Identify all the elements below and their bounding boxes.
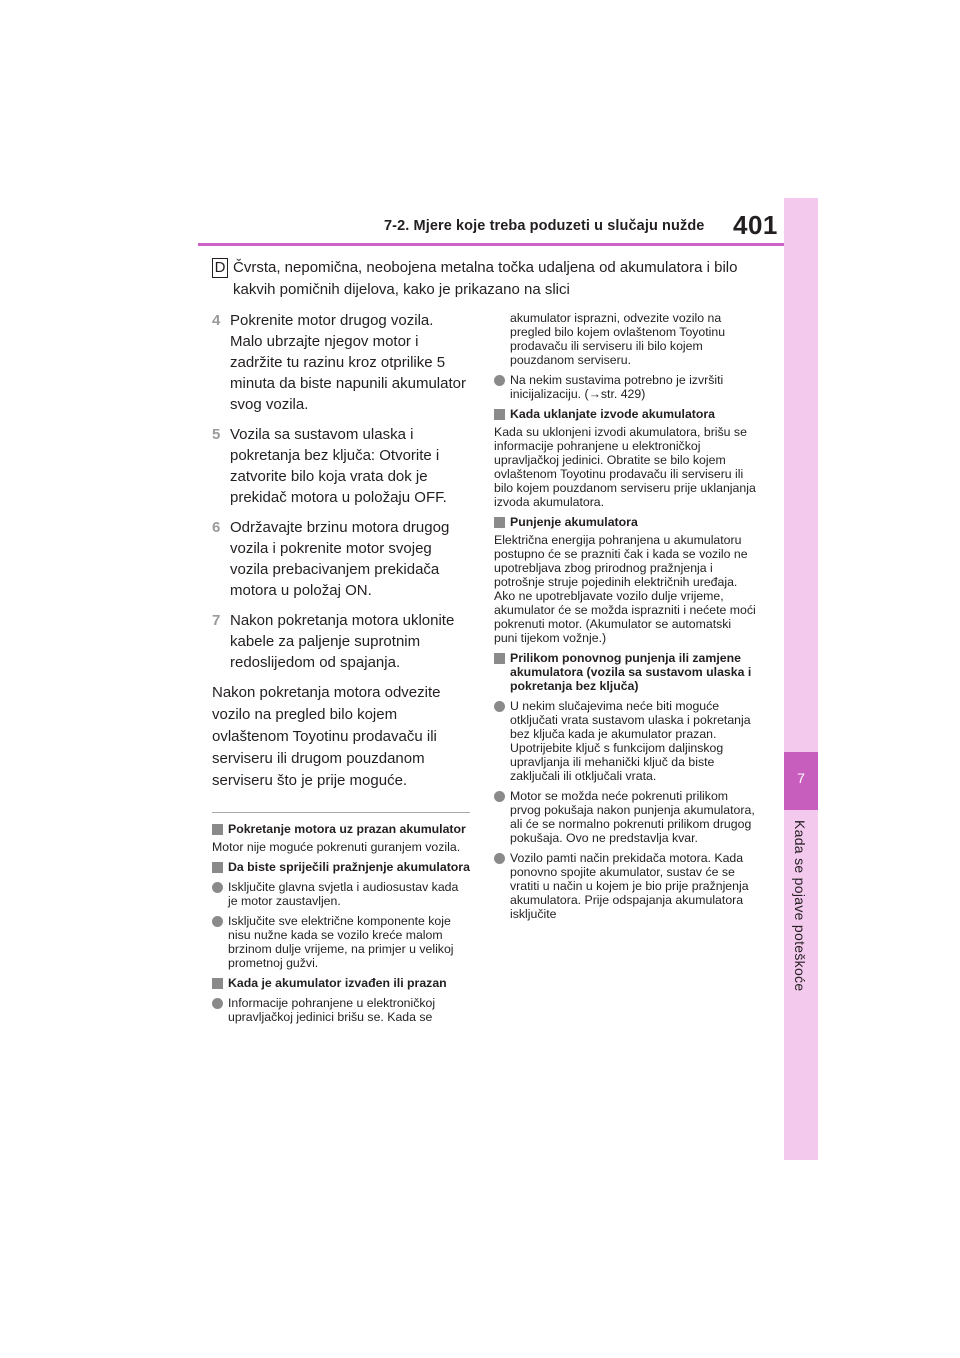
- round-bullet-icon: [494, 853, 505, 864]
- note-heading-text: Pokretanje motora uz prazan akumulator: [228, 822, 466, 836]
- note-bullet-text: Na nekim sustavima potrebno je izvršiti inicijalizaciju. (→str. 429): [510, 373, 724, 401]
- note-heading: [494, 407, 756, 421]
- note-heading: [494, 515, 756, 529]
- note-bullet: [212, 914, 470, 970]
- note-heading-text: Prilikom ponovnog punjenja ili zamjene akumulatora (vozila sa sustavom ulaska i pokretanja bez ključa): [510, 651, 752, 693]
- step-text: Vozila sa sustavom ulaska i pokretanja bez ključa: Otvorite i zatvorite bilo koja vrata dok je prekidač motora u položaju OFF.: [230, 426, 447, 506]
- figure-label-badge: D: [212, 258, 228, 278]
- note-text: Električna energija pohranjena u akumulatoru postupno će se prazniti čak i kada se vozilo ne upotrebljava zbog prirodnog pražnjenja i potrošnje struje pojedinih električnih uređaja. Ako ne upotrebljavate vozilo dulje vrijeme, akumulator će se možda isprazniti i nećete moći pokrenuti motor. (Akumulator se automatski puni tijekom vožnje.): [494, 533, 756, 645]
- chapter-label: Kada se pojave poteškoće: [792, 820, 808, 992]
- note-text: Motor nije moguće pokrenuti guranjem vozila.: [212, 840, 461, 854]
- note-bullet: [494, 699, 756, 783]
- notes-divider: [212, 812, 470, 813]
- round-bullet-icon: [212, 916, 223, 927]
- page-number: 401: [733, 210, 778, 240]
- step-number: 6: [212, 519, 221, 536]
- note-heading-text: Da biste spriječili pražnjenje akumulatora: [228, 860, 470, 874]
- square-bullet-icon: [494, 409, 505, 420]
- step-text: Nakon pokretanja motora uklonite kabele za paljenje suprotnim redoslijedom od spajanja.: [230, 612, 455, 671]
- note-heading: [494, 651, 756, 693]
- note-bullet-text: Isključite sve električne komponente koje nisu nužne kada se vozilo kreće malom brzinom dulje vrijeme, na primjer u velikoj prometnoj gužvi.: [228, 914, 454, 970]
- step-text: Održavajte brzinu motora drugog vozila i pokrenite motor svojeg vozila prebacivanjem prekidača motora u položaj ON.: [230, 519, 450, 599]
- step-item: [212, 424, 470, 508]
- note-bullet-text: Motor se možda neće pokrenuti prilikom prvog pokušaja nakon punjenja akumulatora, ali će se normalno pokrenuti prilikom drugog pokušaja. Ovo ne predstavlja kvar.: [510, 789, 755, 845]
- note-heading: [212, 976, 470, 990]
- step-number: 4: [212, 312, 221, 329]
- round-bullet-icon: [212, 882, 223, 893]
- note-bullet-text: U nekim slučajevima neće biti moguće otključati vrata sustavom ulaska i pokretanja bez ključa kada je akumulator prazan. Upotrijebite ključ s funkcijom daljinskog upravljanja ili mehanički ključ da biste zaključali ili otključali vrata.: [510, 699, 751, 783]
- note-bullet-text: Informacije pohranjene u elektroničkoj upravljačkoj jedinici brišu se. Kada se: [228, 996, 436, 1024]
- left-column: [212, 310, 470, 1024]
- note-text: Kada su uklonjeni izvodi akumulatora, brišu se informacije pohranjene u elektroničkoj upravljačkoj jedinici. Obratite se bilo kojem ovlaštenom Toyotinu prodavaču ili serviseru ili bilo kojem pouzdanom serviseru prije uklanjanja izvoda akumulatora.: [494, 425, 756, 509]
- note-bullet: [212, 996, 470, 1024]
- round-bullet-icon: [494, 791, 505, 802]
- step-text: Pokrenite motor drugog vozila. Malo ubrzajte njegov motor i zadržite tu razinu kroz otprilike 5 minuta da biste napunili akumulator svog vozila.: [230, 312, 466, 413]
- section-title: 7-2. Mjere koje treba poduzeti u slučaju nužde: [384, 218, 705, 234]
- note-bullet-text: Isključite glavna svjetla i audiosustav kada je motor zaustavljen.: [228, 880, 459, 908]
- note-bullet-text: Vozilo pamti način prekidača motora. Kada ponovno spojite akumulator, sustav će se vratiti u način u kojem je bio prije pražnjenja akumulatora. Prije odspajanja akumulatora isključite: [510, 851, 749, 921]
- step-number: 7: [212, 612, 221, 629]
- figure-note: [212, 257, 752, 301]
- round-bullet-icon: [494, 375, 505, 386]
- chapter-number: 7: [797, 770, 805, 786]
- header-rule: [198, 243, 784, 246]
- note-bullet: [494, 789, 756, 845]
- square-bullet-icon: [494, 517, 505, 528]
- step-item: [212, 310, 470, 415]
- square-bullet-icon: [212, 862, 223, 873]
- square-bullet-icon: [494, 653, 505, 664]
- after-steps-paragraph: Nakon pokretanja motora odvezite vozilo na pregled bilo kojem ovlaštenom Toyotinu prodavaču ili serviseru ili drugom pouzdanom serviseru što je prije moguće.: [212, 684, 441, 789]
- note-heading-text: Kada je akumulator izvađen ili prazan: [228, 976, 447, 990]
- step-item: [212, 610, 470, 673]
- round-bullet-icon: [212, 998, 223, 1009]
- chapter-side-tab: [784, 198, 818, 1160]
- note-bullet: [494, 851, 756, 921]
- note-bullet: [494, 373, 756, 401]
- note-bullet-continuation: akumulator isprazni, odvezite vozilo na pregled bilo kojem ovlaštenom Toyotinu prodavaču ili serviseru ili bilo kojem pouzdanom serviseru.: [510, 311, 726, 367]
- note-heading-text: Punjenje akumulatora: [510, 515, 638, 529]
- square-bullet-icon: [212, 824, 223, 835]
- note-heading: [212, 822, 470, 836]
- note-heading-text: Kada uklanjate izvode akumulatora: [510, 407, 716, 421]
- round-bullet-icon: [494, 701, 505, 712]
- step-number: 5: [212, 426, 221, 443]
- note-bullet: [212, 880, 470, 908]
- note-heading: [212, 860, 470, 874]
- right-column: [494, 311, 756, 921]
- figure-note-text: Čvrsta, nepomična, neobojena metalna točka udaljena od akumulatora i bilo kakvih pomičnih dijelova, kako je prikazano na slici: [233, 259, 738, 298]
- step-item: [212, 517, 470, 601]
- square-bullet-icon: [212, 978, 223, 989]
